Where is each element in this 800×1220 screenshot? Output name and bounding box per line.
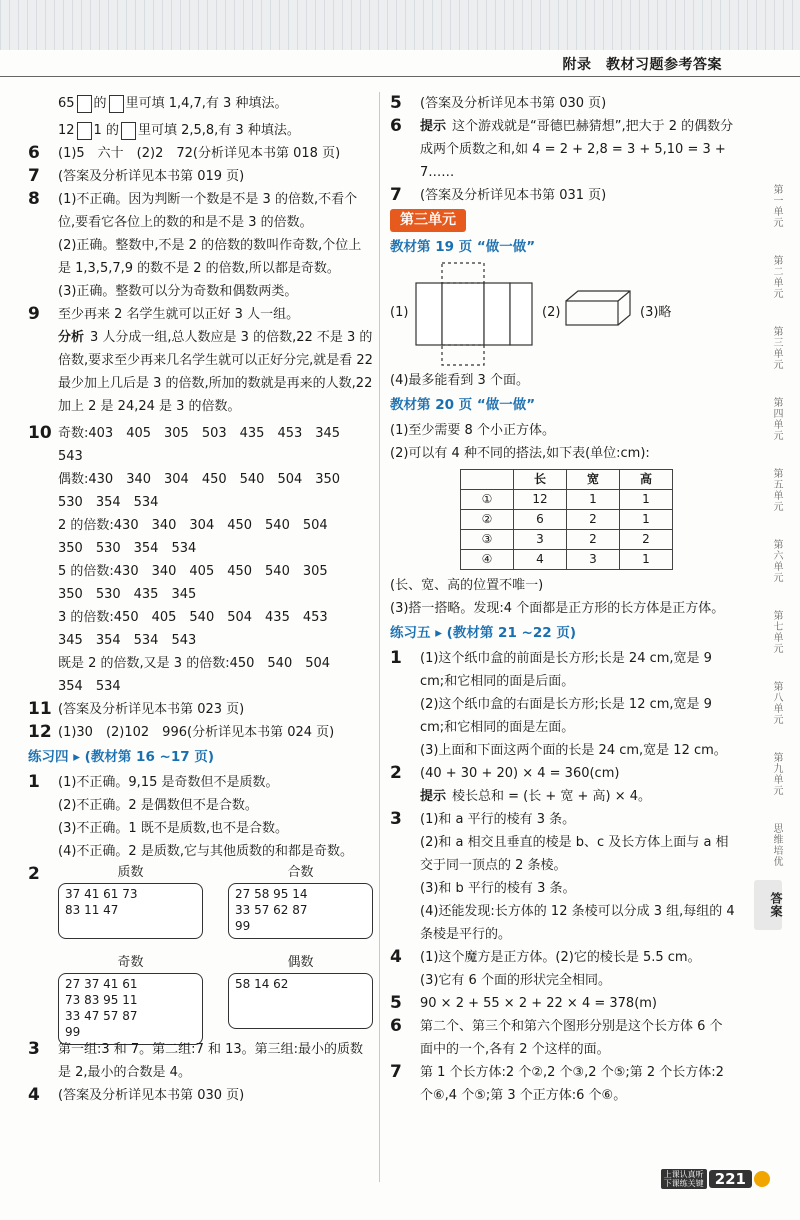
odd-set: 奇数 27 37 41 61 73 83 95 11 33 47 57 87 99 xyxy=(58,953,203,1045)
even-set: 偶数 58 14 62 xyxy=(228,953,373,1029)
practice5-7: 7 第 1 个长方体:2 个②,2 个③,2 个⑤;第 2 个长方体:2 个⑥,4 个⑤;第 3 个正方体:6 个⑥。 xyxy=(390,1062,724,1103)
blank-box xyxy=(77,95,92,113)
composite-set: 合数 27 58 95 14 33 57 62 87 99 xyxy=(228,863,373,939)
tab-unit-6[interactable]: 第六单元 xyxy=(771,538,782,583)
section-practice-4: 练习四 ▸ (教材第 16 ~17 页) xyxy=(28,749,215,765)
table-row: ④ 4 3 1 xyxy=(461,550,673,570)
tab-unit-9[interactable]: 第九单元 xyxy=(771,751,782,796)
blank-box xyxy=(77,122,92,140)
answer-9: 9 至少再来 2 名学生就可以正好 3 人一组。 分析 3 人分成一组,总人数应是 3 的倍数,22 不是 3 的倍数,要求至少再来几名学生就可以正好分完,就是看 22 最少加上几后是 3 的倍数,所加的数就是再来的人数,22 加上 2 是 24,24 是 3 的倍数。 xyxy=(28,304,373,414)
p20-answer-3: (3)搭一搭略。发现:4 个面都是正方形的长方体是正方体。 xyxy=(390,601,725,616)
star-icon xyxy=(754,1171,770,1187)
section-p19: 教材第 19 页 “做一做” xyxy=(390,239,536,255)
answer-6: 6 (1)5 六十 (2)2 72(分析详见本书第 018 页) xyxy=(28,143,341,163)
answer-r6: 6 提示 这个游戏就是“哥德巴赫猜想”,把大于 2 的偶数分成两个质数之和,如 4 = 2 + 2,8 = 3 + 5,10 = 3 + 7…… xyxy=(390,116,734,180)
tab-thinking[interactable]: 思维培优 xyxy=(771,822,782,867)
blank-box xyxy=(121,122,136,140)
tab-unit-3[interactable]: 第三单元 xyxy=(771,325,782,370)
answer-r7: 7 (答案及分析详见本书第 031 页) xyxy=(390,185,607,205)
dimensions-table: 长 宽 高 ① 12 1 1 ② 6 2 1 ③ 3 2 2 ④ 4 3 1 xyxy=(460,469,673,570)
number-sets xyxy=(58,863,373,1038)
practice5-6: 6 第二个、第三个和第六个图形分别是这个长方体 6 个面中的一个,各有 2 个这样的面。 xyxy=(390,1016,723,1057)
practice4-1: 1 (1)不正确。9,15 是奇数但不是质数。 (2)不正确。2 是偶数但不是合数。 (3)不正确。1 既不是质数,也不是合数。 (4)不正确。2 是质数,它与其他质数的和都是奇数。 xyxy=(28,772,353,859)
answer-12: 12 (1)30 (2)102 996(分析详见本书第 024 页) xyxy=(28,722,335,742)
page-number: 221 xyxy=(709,1170,752,1188)
answer-10: 10 奇数:403 405 305 503 435 453 345 543 偶数:430 340 304 450 540 504 350 530 354 534 2 的倍数:430 340 304 450 540 504 350 530 354 534 5 的倍数:430 340 405 450 540 305 350 530 435 345 3 的倍数:450 405 540 504 435 453 345 354 534 543 既是 2 的倍数,又是 3 的倍数:450 540 504 354 534 xyxy=(28,423,354,694)
page-header xyxy=(0,50,800,77)
practice4-4: 4 (答案及分析详见本书第 030 页) xyxy=(28,1085,245,1105)
tab-unit-7[interactable]: 第七单元 xyxy=(771,609,782,654)
header-title: 附录 教材习题参考答案 xyxy=(562,57,722,73)
column-divider xyxy=(379,92,380,1182)
tab-answers[interactable]: 答案 xyxy=(754,880,782,930)
practice5-1: 1 (1)这个纸巾盒的前面是长方形;长是 24 cm,宽是 9 cm;和它相同的面是后面。 (2)这个纸巾盒的右面是长方形;长是 12 cm,宽是 9 cm;和它相同的面是左面。 (3)上面和下面这两个面的长是 24 cm,宽是 12 cm。 xyxy=(390,648,727,758)
fill-line-2: 12 1 的 里可填 2,5,8,有 3 种填法。 xyxy=(58,123,300,138)
prime-set: 质数 37 41 61 73 83 11 47 xyxy=(58,863,203,939)
table-row: ③ 3 2 2 xyxy=(461,530,673,550)
practice4-3: 3 第一组:3 和 7。第二组:7 和 13。第三组:最小的质数是 2,最小的合数是 4。 xyxy=(28,1039,364,1080)
practice5-4: 4 (1)这个魔方是正方体。(2)它的棱长是 5.5 cm。 (3)它有 6 个面的形状完全相同。 xyxy=(390,947,701,988)
cuboid-net-figure xyxy=(414,261,534,367)
unit-tabs xyxy=(754,170,782,930)
top-banner xyxy=(0,0,800,50)
practice5-3: 3 (1)和 a 平行的棱有 3 条。 (2)和 a 相交且垂直的棱是 b、c 及长方体上面与 a 相交于同一顶点的 2 条棱。 (3)和 b 平行的棱有 3 条。 (4)还能发现:长方体的 12 条棱可以分成 3 组,每组的 4 条棱是平行的。 xyxy=(390,809,735,942)
page-footer xyxy=(661,1168,770,1190)
left-column xyxy=(28,92,373,1107)
table-row: ② 6 2 1 xyxy=(461,510,673,530)
figure-row: (1) (2) (3)略 xyxy=(390,261,735,369)
answer-7: 7 (答案及分析详见本书第 019 页) xyxy=(28,166,245,186)
tab-unit-2[interactable]: 第二单元 xyxy=(771,254,782,299)
tab-unit-1[interactable]: 第一单元 xyxy=(771,183,782,228)
answer-8: 8 (1)不正确。因为判断一个数是不是 3 的倍数,不看个位,要看它各位上的数的和是不是 3 的倍数。 (2)正确。整数中,不是 2 的倍数的数叫作奇数,个位上是 1,3,5,7,9 的数不是 2 的倍数,所以都是奇数。 (3)正确。整数可以分为奇数和偶数两类。 xyxy=(28,189,362,299)
cuboid-figure xyxy=(564,289,634,329)
footer-logo: 上课认真听 下课练关键 xyxy=(661,1169,707,1189)
answer-r5: 5 (答案及分析详见本书第 030 页) xyxy=(390,93,607,113)
right-column xyxy=(390,92,735,1107)
p20-answer-1: (1)至少需要 8 个小正方体。 xyxy=(390,423,555,438)
answer-11: 11 (答案及分析详见本书第 023 页) xyxy=(28,699,245,719)
fill-line-1: 65 的 里可填 1,4,7,有 3 种填法。 xyxy=(58,96,288,111)
blank-box xyxy=(109,95,124,113)
p19-answer-4: (4)最多能看到 3 个面。 xyxy=(390,373,529,388)
practice5-2: 2 (40 + 30 + 20) × 4 = 360(cm) 提示 棱长总和 = (长 + 宽 + 高) × 4。 xyxy=(390,763,652,804)
practice4-2: 2 质数 37 41 61 73 83 11 47 合数 27 58 95 14 33 57 62 87 99 奇数 27 37 41 61 73 83 95 11 33 47 57 87 99 偶数 58 14 62 xyxy=(28,863,373,1038)
practice5-5: 5 90 × 2 + 55 × 2 + 22 × 4 = 378(m) xyxy=(390,993,658,1013)
unit-badge: 第三单元 xyxy=(390,209,466,232)
tab-unit-4[interactable]: 第四单元 xyxy=(771,396,782,441)
tab-unit-8[interactable]: 第八单元 xyxy=(771,680,782,725)
tab-unit-5[interactable]: 第五单元 xyxy=(771,467,782,512)
analysis-label: 分析 xyxy=(58,330,85,345)
section-practice-5: 练习五 ▸ (教材第 21 ~22 页) xyxy=(390,625,577,641)
table-row: ① 12 1 1 xyxy=(461,490,673,510)
section-p20: 教材第 20 页 “做一做” xyxy=(390,397,536,413)
p20-answer-2: (2)可以有 4 种不同的搭法,如下表(单位:cm): xyxy=(390,446,650,461)
table-note: (长、宽、高的位置不唯一) xyxy=(390,578,544,593)
